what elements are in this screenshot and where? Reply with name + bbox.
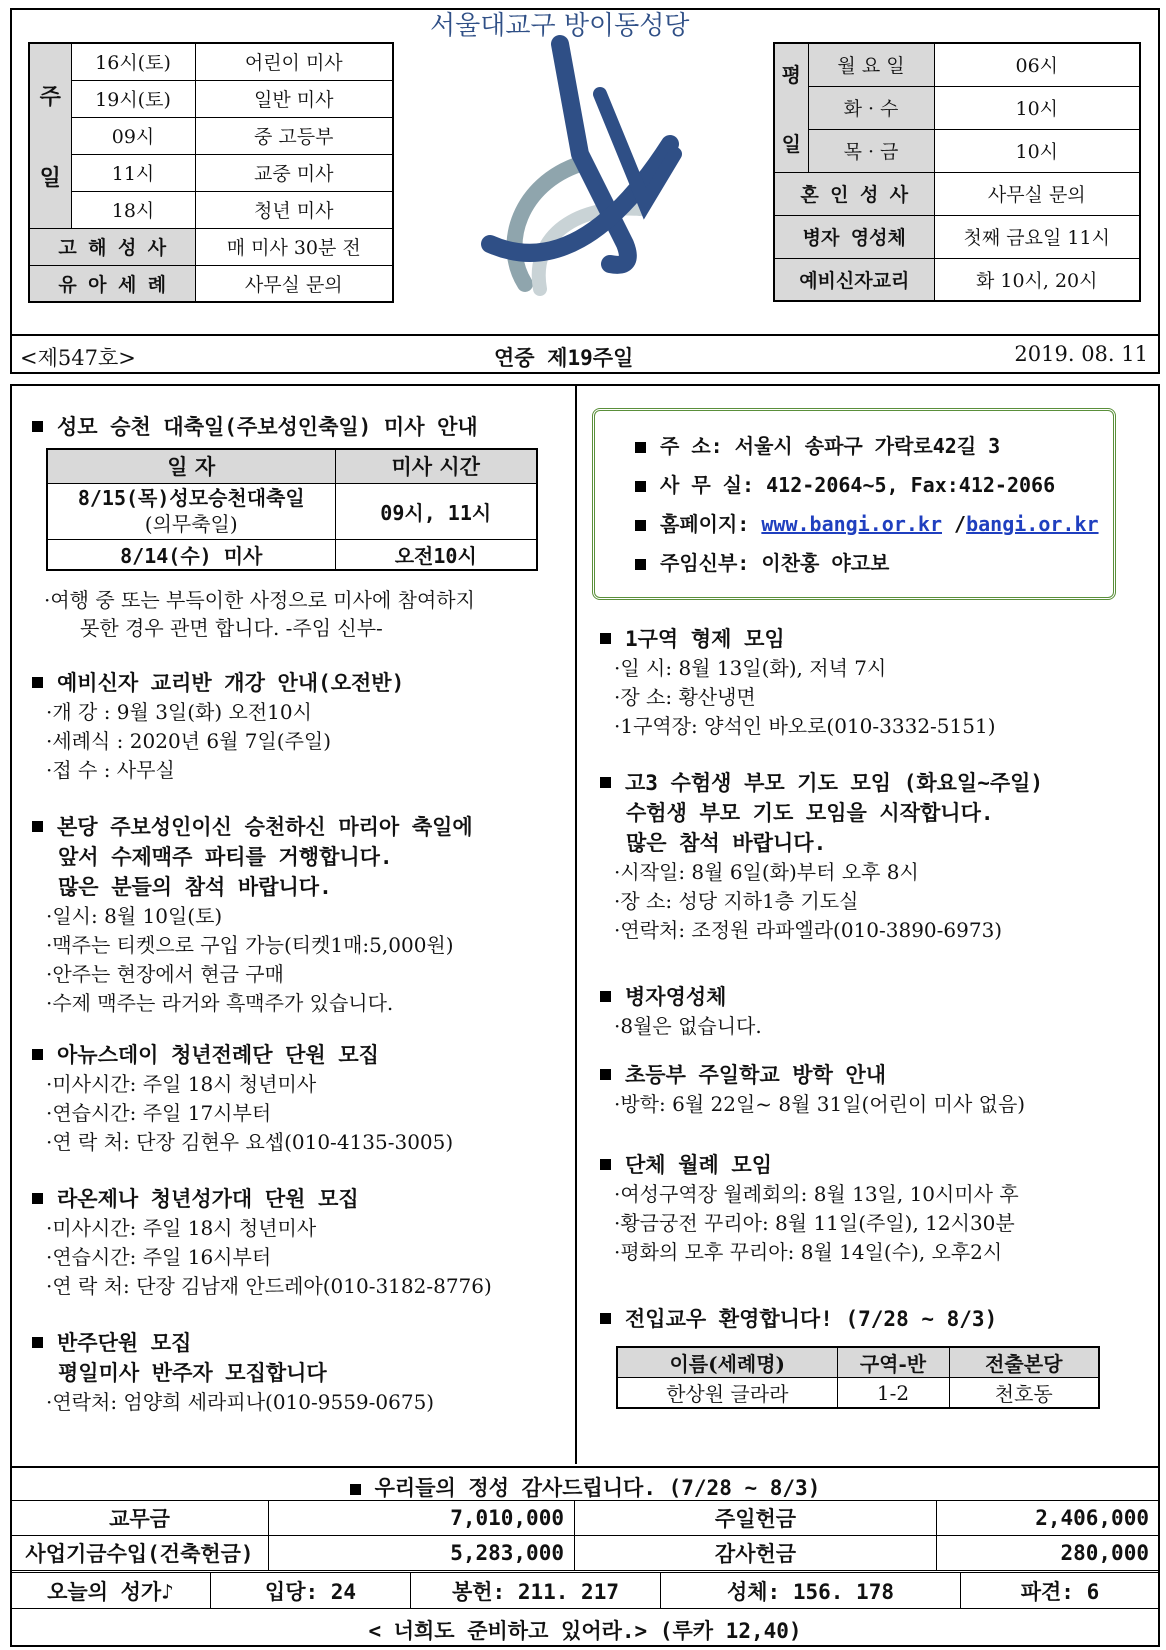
mass-time: 19시(토) [71,80,195,117]
sick-communion-section [600,982,1140,1041]
table-row [617,1378,1099,1409]
marriage-label: 혼 인 성 사 [774,172,934,215]
mass-name: 어린이 미사 [195,43,393,80]
confession-label: 고 해 성 사 [29,228,195,265]
mass-name: 청년 미사 [195,191,393,228]
hymn-recessional: 파견: 6 [961,1573,1160,1609]
district1-section [600,624,1140,741]
list-item: ·개 강 : 9월 3일(화) 오전10시 [46,700,312,724]
list-item: ·연습시간: 주일 17시부터 [46,1101,272,1125]
section-title: 1구역 형제 모임 [600,624,1140,654]
table-cell: 천호동 [949,1378,1099,1409]
list-item: ·방학: 6월 22일~ 8월 31일(어린이 미사 없음) [614,1092,1026,1116]
section-subtitle: 많은 분들의 참석 바랍니다. [58,875,332,899]
section-title: 성모 승천 대축일(주보성인축일) 미사 안내 [32,412,562,442]
offering-amount: 280,000 [937,1536,1160,1571]
list-item: ·세례식 : 2020년 6월 7일(주일) [46,729,332,753]
infant-baptism-label: 유 아 세 례 [29,265,195,302]
pastor-line: 주임신부: 이찬홍 야고보 [595,544,1113,583]
weekday-day: 목 · 금 [808,129,934,172]
logo-text: 서울대교구 방이동성당 [430,11,690,41]
list-item: ·연습시간: 주일 16시부터 [46,1245,272,1269]
list-item: ·일 시: 8월 13일(화), 저녁 7시 [614,656,887,680]
sick-communion-label: 병자 영성체 [774,215,934,258]
weekday-time: 10시 [934,86,1140,129]
section-title: 전입교우 환영합니다! (7/28 ~ 8/3) [600,1304,1145,1334]
table-cell: 오전10시 [335,539,537,570]
section-subtitle: 앞서 수제맥주 파티를 거행합니다. [58,845,393,869]
list-item: ·연 락 처: 단장 김현우 요셉(010-4135-3005) [46,1130,454,1154]
hymn-entrance: 입당: 24 [211,1573,411,1609]
raonjena-section [32,1184,562,1301]
hymns-label: 오늘의 성가♪ [11,1573,211,1609]
hymn-communion: 성체: 156. 178 [661,1573,961,1609]
mass-name: 일반 미사 [195,80,393,117]
section-title: 병자영성체 [600,982,1140,1012]
exam-prayer-section [600,768,1145,945]
section-subtitle: 평일미사 반주자 모집합니다 [58,1361,327,1385]
weekday-day: 화 · 수 [808,86,934,129]
table-header: 이름(세례명) [617,1347,837,1378]
list-item: ·맥주는 티켓으로 구입 가능(티켓1매:5,000원) [46,933,454,957]
list-item: ·안주는 현장에서 현금 구매 [46,962,284,986]
list-item: ·1구역장: 양석인 바오로(010-3332-5151) [614,714,996,738]
parish-logo [430,11,730,314]
sunday-side-label: 주 일 [29,43,71,228]
homepage-link-alt[interactable]: bangi.or.kr [966,512,1099,536]
assumption-note: ·여행 중 또는 부득이한 사정으로 미사에 참여하지 못한 경우 관면 합니다. -주임 신부- [44,588,475,640]
catechumen-label: 예비신자교리 [774,258,934,301]
accompanist-section [32,1328,562,1417]
weekday-time: 06시 [934,43,1140,86]
offering-amount: 7,010,000 [269,1501,575,1536]
hymn-offertory: 봉헌: 211. 217 [411,1573,661,1609]
catechumen-value: 화 10시, 20시 [934,258,1140,301]
list-item: ·접 수 : 사무실 [46,758,175,782]
section-title: 단체 월례 모임 [600,1150,1145,1180]
offering-label: 사업기금수입(건축헌금) [11,1536,269,1571]
offering-label: 주일헌금 [575,1501,937,1536]
issue-number: <제547호> [20,346,136,370]
offering-label: 교무금 [11,1501,269,1536]
list-item: ·장 소: 성당 지하1층 기도실 [614,889,859,913]
mass-time: 16시(토) [71,43,195,80]
infant-baptism-value: 사무실 문의 [195,265,393,302]
bible-verse: < 너희도 준비하고 있어라.> (루카 12,40) [10,1608,1160,1647]
assumption-mass-table [46,448,538,571]
confession-value: 매 미사 30분 전 [195,228,393,265]
table-cell: 8/15(목)성모승천대축일 (의무축일) [47,483,335,539]
mass-time: 18시 [71,191,195,228]
list-item: ·연 락 처: 단장 김남재 안드레아(010-3182-8776) [46,1274,492,1298]
table-row [11,1536,1160,1571]
homepage-link[interactable]: www.bangi.or.kr [761,512,942,536]
list-item: ·일시: 8월 10일(토) [46,904,223,928]
offering-amount: 2,406,000 [937,1501,1160,1536]
section-title: 아뉴스데이 청년전례단 단원 모집 [32,1040,562,1070]
table-cell: 8/14(수) 미사 [47,539,335,570]
offering-amount: 5,283,000 [269,1536,575,1571]
table-header: 일 자 [47,449,335,483]
marriage-value: 사무실 문의 [934,172,1140,215]
mass-time: 11시 [71,154,195,191]
section-title: 라온제나 청년성가대 단원 모집 [32,1184,562,1214]
section-subtitle: 많은 참석 바랍니다. [626,831,827,855]
section-title: 고3 수험생 부모 기도 모임 (화요일~주일) [600,768,1145,798]
agnus-dei-section [32,1040,562,1157]
sunday-school-section [600,1060,1145,1119]
list-item: ·시작일: 8월 6일(화)부터 오후 8시 [614,860,919,884]
issue-date: 2019. 08. 11 [1014,342,1148,366]
offering-label: 감사헌금 [575,1536,937,1571]
table-cell: 1-2 [837,1378,949,1409]
table-cell: 한상원 글라라 [617,1378,837,1409]
column-divider [575,384,577,1464]
offering-title: 우리들의 정성 감사드립니다. (7/28 ~ 8/3) [10,1466,1160,1500]
welcome-section [600,1304,1145,1334]
monthly-meeting-section [600,1150,1145,1267]
beer-party-section [32,812,562,1018]
mass-name: 중 고등부 [195,117,393,154]
issue-bar [10,336,1160,374]
hymns-table [10,1572,1160,1609]
list-item: ·연락처: 엄양희 세라피나(010-9559-0675) [46,1390,435,1414]
list-item: ·8월은 없습니다. [614,1014,762,1038]
address-line: 주 소: 서울시 송파구 가락로42길 3 [595,427,1113,466]
weekday-time: 10시 [934,129,1140,172]
section-subtitle: 수험생 부모 기도 모임을 시작합니다. [626,801,994,825]
list-item: ·황금궁전 꾸리아: 8월 11일(주일), 12시30분 [614,1211,1015,1235]
section-title: 반주단원 모집 [32,1328,562,1358]
table-header: 구역-반 [837,1347,949,1378]
table-cell: 09시, 11시 [335,483,537,539]
assumption-section [32,412,562,442]
section-title: 초등부 주일학교 방학 안내 [600,1060,1145,1090]
sunday-mass-schedule [28,42,394,303]
list-item: ·미사시간: 주일 18시 청년미사 [46,1072,317,1096]
list-item: ·여성구역장 월례회의: 8월 13일, 10시미사 후 [614,1182,1019,1206]
table-row [11,1501,1160,1536]
welcome-table [616,1346,1100,1409]
list-item: ·수제 맥주는 라거와 흑맥주가 있습니다. [46,991,394,1015]
list-item: ·평화의 모후 꾸리아: 8월 14일(수), 오후2시 [614,1240,1003,1264]
section-title: 예비신자 교리반 개강 안내(오전반) [32,668,562,698]
catechumen-section [32,668,562,785]
mass-name: 교중 미사 [195,154,393,191]
list-item: ·미사시간: 주일 18시 청년미사 [46,1216,317,1240]
liturgical-week: 연중 제19주일 [494,346,634,370]
sick-communion-value: 첫째 금요일 11시 [934,215,1140,258]
section-title: 본당 주보성인이신 승천하신 마리아 축일에 [32,812,562,842]
homepage-line: 홈페이지: www.bangi.or.kr /bangi.or.kr [595,505,1113,544]
offering-table [10,1500,1160,1571]
weekday-mass-schedule [773,42,1141,302]
mass-time: 09시 [71,117,195,154]
list-item: ·연락처: 조정원 라파엘라(010-3890-6973) [614,918,1003,942]
table-header: 미사 시간 [335,449,537,483]
weekday-day: 월 요 일 [808,43,934,86]
office-line: 사 무 실: 412-2064~5, Fax:412-2066 [595,466,1113,505]
weekday-side-label: 평 일 [774,43,808,172]
list-item: ·장 소: 황산냉면 [614,685,756,709]
parish-info-box [592,408,1116,600]
table-header: 전출본당 [949,1347,1099,1378]
